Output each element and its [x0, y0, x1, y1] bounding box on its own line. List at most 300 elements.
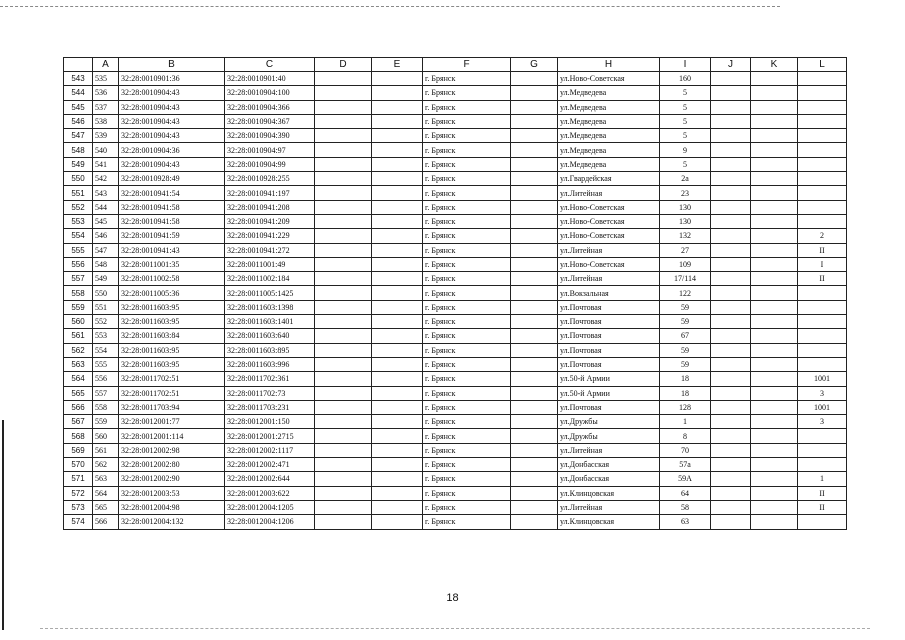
- cell-l[interactable]: [798, 357, 847, 371]
- cell-c[interactable]: 32:28:0011002:184: [225, 272, 315, 286]
- cell-h[interactable]: ул.Почтовая: [558, 343, 660, 357]
- cell-j[interactable]: [711, 357, 751, 371]
- cell-k[interactable]: [751, 86, 798, 100]
- cell-c[interactable]: 32:28:0010904:97: [225, 143, 315, 157]
- cell-i[interactable]: 128: [660, 400, 711, 414]
- cell-d[interactable]: [315, 329, 372, 343]
- cell-h[interactable]: ул.Литейная: [558, 186, 660, 200]
- cell-b[interactable]: 32:28:0010904:43: [119, 86, 225, 100]
- cell-g[interactable]: [511, 86, 558, 100]
- row-number[interactable]: 569: [64, 443, 93, 457]
- cell-b[interactable]: 32:28:0012002:98: [119, 443, 225, 457]
- cell-e[interactable]: [372, 329, 423, 343]
- cell-i[interactable]: 63: [660, 515, 711, 529]
- column-header-k[interactable]: K: [751, 58, 798, 72]
- cell-d[interactable]: [315, 386, 372, 400]
- row-number[interactable]: 570: [64, 458, 93, 472]
- column-header-l[interactable]: L: [798, 58, 847, 72]
- cell-g[interactable]: [511, 157, 558, 171]
- cell-g[interactable]: [511, 243, 558, 257]
- cell-a[interactable]: 547: [93, 243, 119, 257]
- cell-f[interactable]: г. Брянск: [423, 157, 511, 171]
- cell-d[interactable]: [315, 472, 372, 486]
- column-header-g[interactable]: G: [511, 58, 558, 72]
- cell-j[interactable]: [711, 172, 751, 186]
- cell-c[interactable]: 32:28:0011603:895: [225, 343, 315, 357]
- cell-g[interactable]: [511, 372, 558, 386]
- cell-a[interactable]: 560: [93, 429, 119, 443]
- cell-a[interactable]: 559: [93, 415, 119, 429]
- cell-h[interactable]: ул.Дружбы: [558, 429, 660, 443]
- cell-b[interactable]: 32:28:0010904:43: [119, 129, 225, 143]
- cell-a[interactable]: 564: [93, 486, 119, 500]
- cell-k[interactable]: [751, 357, 798, 371]
- cell-j[interactable]: [711, 443, 751, 457]
- cell-b[interactable]: 32:28:0011603:95: [119, 300, 225, 314]
- column-header-b[interactable]: B: [119, 58, 225, 72]
- row-number[interactable]: 550: [64, 172, 93, 186]
- cell-i[interactable]: 9: [660, 143, 711, 157]
- cell-k[interactable]: [751, 100, 798, 114]
- cell-g[interactable]: [511, 100, 558, 114]
- cell-k[interactable]: [751, 114, 798, 128]
- row-number[interactable]: 551: [64, 186, 93, 200]
- cell-j[interactable]: [711, 272, 751, 286]
- cell-f[interactable]: г. Брянск: [423, 243, 511, 257]
- cell-c[interactable]: 32:28:0010941:229: [225, 229, 315, 243]
- cell-d[interactable]: [315, 157, 372, 171]
- cell-h[interactable]: ул.Литейная: [558, 272, 660, 286]
- cell-i[interactable]: 5: [660, 129, 711, 143]
- cell-f[interactable]: г. Брянск: [423, 500, 511, 514]
- cell-i[interactable]: 59: [660, 357, 711, 371]
- cell-g[interactable]: [511, 186, 558, 200]
- cell-l[interactable]: [798, 458, 847, 472]
- cell-e[interactable]: [372, 100, 423, 114]
- cell-l[interactable]: [798, 72, 847, 86]
- cell-h[interactable]: ул.Литейная: [558, 500, 660, 514]
- cell-l[interactable]: II: [798, 272, 847, 286]
- cell-l[interactable]: [798, 515, 847, 529]
- row-number[interactable]: 574: [64, 515, 93, 529]
- cell-k[interactable]: [751, 143, 798, 157]
- cell-i[interactable]: 5: [660, 86, 711, 100]
- column-header-e[interactable]: E: [372, 58, 423, 72]
- cell-d[interactable]: [315, 257, 372, 271]
- cell-h[interactable]: ул.Вокзальная: [558, 286, 660, 300]
- cell-j[interactable]: [711, 329, 751, 343]
- cell-c[interactable]: 32:28:0010941:272: [225, 243, 315, 257]
- cell-l[interactable]: [798, 429, 847, 443]
- cell-d[interactable]: [315, 515, 372, 529]
- cell-a[interactable]: 552: [93, 315, 119, 329]
- cell-j[interactable]: [711, 243, 751, 257]
- cell-i[interactable]: 17/114: [660, 272, 711, 286]
- cell-h[interactable]: ул.Почтовая: [558, 315, 660, 329]
- cell-f[interactable]: г. Брянск: [423, 300, 511, 314]
- cell-i[interactable]: 64: [660, 486, 711, 500]
- cell-j[interactable]: [711, 100, 751, 114]
- cell-i[interactable]: 5: [660, 157, 711, 171]
- cell-k[interactable]: [751, 214, 798, 228]
- cell-h[interactable]: ул.Литейная: [558, 243, 660, 257]
- cell-f[interactable]: г. Брянск: [423, 257, 511, 271]
- cell-a[interactable]: 566: [93, 515, 119, 529]
- cell-c[interactable]: 32:28:0012003:622: [225, 486, 315, 500]
- cell-l[interactable]: [798, 300, 847, 314]
- cell-g[interactable]: [511, 214, 558, 228]
- cell-l[interactable]: [798, 315, 847, 329]
- cell-b[interactable]: 32:28:0011603:95: [119, 343, 225, 357]
- column-header-d[interactable]: D: [315, 58, 372, 72]
- cell-d[interactable]: [315, 114, 372, 128]
- cell-l[interactable]: II: [798, 243, 847, 257]
- cell-d[interactable]: [315, 243, 372, 257]
- cell-b[interactable]: 32:28:0011703:94: [119, 400, 225, 414]
- cell-h[interactable]: ул.Донбасская: [558, 458, 660, 472]
- cell-b[interactable]: 32:28:0010904:36: [119, 143, 225, 157]
- cell-d[interactable]: [315, 500, 372, 514]
- cell-g[interactable]: [511, 229, 558, 243]
- cell-a[interactable]: 543: [93, 186, 119, 200]
- cell-c[interactable]: 32:28:0011603:640: [225, 329, 315, 343]
- cell-g[interactable]: [511, 386, 558, 400]
- cell-a[interactable]: 548: [93, 257, 119, 271]
- cell-j[interactable]: [711, 343, 751, 357]
- cell-c[interactable]: 32:28:0011001:49: [225, 257, 315, 271]
- cell-g[interactable]: [511, 200, 558, 214]
- cell-a[interactable]: 540: [93, 143, 119, 157]
- cell-h[interactable]: ул.Медведева: [558, 157, 660, 171]
- cell-a[interactable]: 565: [93, 500, 119, 514]
- cell-b[interactable]: 32:28:0011002:58: [119, 272, 225, 286]
- cell-c[interactable]: 32:28:0011703:231: [225, 400, 315, 414]
- row-number[interactable]: 555: [64, 243, 93, 257]
- cell-h[interactable]: ул.Почтовая: [558, 400, 660, 414]
- cell-i[interactable]: 130: [660, 214, 711, 228]
- cell-c[interactable]: 32:28:0010941:209: [225, 214, 315, 228]
- cell-j[interactable]: [711, 472, 751, 486]
- row-number[interactable]: 560: [64, 315, 93, 329]
- cell-a[interactable]: 537: [93, 100, 119, 114]
- cell-k[interactable]: [751, 186, 798, 200]
- cell-f[interactable]: г. Брянск: [423, 458, 511, 472]
- cell-c[interactable]: 32:28:0012001:150: [225, 415, 315, 429]
- cell-g[interactable]: [511, 143, 558, 157]
- cell-b[interactable]: 32:28:0010904:43: [119, 100, 225, 114]
- cell-k[interactable]: [751, 486, 798, 500]
- cell-h[interactable]: ул.Медведева: [558, 100, 660, 114]
- cell-b[interactable]: 32:28:0010901:36: [119, 72, 225, 86]
- cell-j[interactable]: [711, 86, 751, 100]
- cell-g[interactable]: [511, 329, 558, 343]
- cell-i[interactable]: 160: [660, 72, 711, 86]
- cell-d[interactable]: [315, 129, 372, 143]
- cell-b[interactable]: 32:28:0011702:51: [119, 372, 225, 386]
- cell-j[interactable]: [711, 72, 751, 86]
- cell-j[interactable]: [711, 214, 751, 228]
- cell-d[interactable]: [315, 200, 372, 214]
- cell-c[interactable]: 32:28:0012001:2715: [225, 429, 315, 443]
- cell-g[interactable]: [511, 286, 558, 300]
- column-header-i[interactable]: I: [660, 58, 711, 72]
- cell-j[interactable]: [711, 372, 751, 386]
- cell-c[interactable]: 32:28:0010941:197: [225, 186, 315, 200]
- cell-k[interactable]: [751, 472, 798, 486]
- cell-h[interactable]: ул.Ново-Советская: [558, 229, 660, 243]
- cell-c[interactable]: 32:28:0012002:471: [225, 458, 315, 472]
- cell-j[interactable]: [711, 286, 751, 300]
- cell-b[interactable]: 32:28:0010904:43: [119, 114, 225, 128]
- cell-i[interactable]: 67: [660, 329, 711, 343]
- cell-e[interactable]: [372, 429, 423, 443]
- cell-i[interactable]: 59: [660, 300, 711, 314]
- cell-i[interactable]: 5: [660, 100, 711, 114]
- cell-l[interactable]: [798, 129, 847, 143]
- cell-c[interactable]: 32:28:0010901:40: [225, 72, 315, 86]
- cell-f[interactable]: г. Брянск: [423, 86, 511, 100]
- cell-e[interactable]: [372, 129, 423, 143]
- cell-l[interactable]: [798, 443, 847, 457]
- cell-k[interactable]: [751, 415, 798, 429]
- cell-b[interactable]: 32:28:0010941:58: [119, 214, 225, 228]
- cell-g[interactable]: [511, 415, 558, 429]
- cell-i[interactable]: 59: [660, 343, 711, 357]
- cell-a[interactable]: 562: [93, 458, 119, 472]
- row-number[interactable]: 554: [64, 229, 93, 243]
- cell-j[interactable]: [711, 429, 751, 443]
- cell-a[interactable]: 546: [93, 229, 119, 243]
- cell-g[interactable]: [511, 357, 558, 371]
- cell-i[interactable]: 130: [660, 200, 711, 214]
- cell-f[interactable]: г. Брянск: [423, 129, 511, 143]
- cell-b[interactable]: 32:28:0011603:95: [119, 357, 225, 371]
- cell-f[interactable]: г. Брянск: [423, 286, 511, 300]
- cell-l[interactable]: I: [798, 257, 847, 271]
- cell-d[interactable]: [315, 286, 372, 300]
- cell-h[interactable]: ул.Почтовая: [558, 357, 660, 371]
- cell-f[interactable]: г. Брянск: [423, 272, 511, 286]
- cell-f[interactable]: г. Брянск: [423, 200, 511, 214]
- cell-c[interactable]: 32:28:0011603:1398: [225, 300, 315, 314]
- cell-k[interactable]: [751, 286, 798, 300]
- cell-g[interactable]: [511, 72, 558, 86]
- cell-l[interactable]: II: [798, 486, 847, 500]
- cell-c[interactable]: 32:28:0010904:367: [225, 114, 315, 128]
- cell-i[interactable]: 2а: [660, 172, 711, 186]
- cell-j[interactable]: [711, 257, 751, 271]
- cell-a[interactable]: 557: [93, 386, 119, 400]
- cell-i[interactable]: 59: [660, 315, 711, 329]
- cell-e[interactable]: [372, 515, 423, 529]
- cell-e[interactable]: [372, 157, 423, 171]
- cell-l[interactable]: 2: [798, 229, 847, 243]
- cell-f[interactable]: г. Брянск: [423, 114, 511, 128]
- cell-l[interactable]: [798, 214, 847, 228]
- cell-b[interactable]: 32:28:0012004:132: [119, 515, 225, 529]
- cell-f[interactable]: г. Брянск: [423, 186, 511, 200]
- cell-a[interactable]: 544: [93, 200, 119, 214]
- cell-k[interactable]: [751, 329, 798, 343]
- row-number[interactable]: 547: [64, 129, 93, 143]
- cell-e[interactable]: [372, 72, 423, 86]
- cell-g[interactable]: [511, 172, 558, 186]
- cell-f[interactable]: г. Брянск: [423, 429, 511, 443]
- cell-c[interactable]: 32:28:0012002:644: [225, 472, 315, 486]
- cell-l[interactable]: [798, 86, 847, 100]
- cell-f[interactable]: г. Брянск: [423, 472, 511, 486]
- cell-e[interactable]: [372, 114, 423, 128]
- cell-a[interactable]: 535: [93, 72, 119, 86]
- cell-e[interactable]: [372, 443, 423, 457]
- cell-a[interactable]: 550: [93, 286, 119, 300]
- cell-i[interactable]: 109: [660, 257, 711, 271]
- cell-e[interactable]: [372, 357, 423, 371]
- cell-f[interactable]: г. Брянск: [423, 214, 511, 228]
- cell-g[interactable]: [511, 515, 558, 529]
- cell-e[interactable]: [372, 343, 423, 357]
- cell-k[interactable]: [751, 72, 798, 86]
- cell-a[interactable]: 542: [93, 172, 119, 186]
- cell-d[interactable]: [315, 300, 372, 314]
- row-number[interactable]: 564: [64, 372, 93, 386]
- cell-j[interactable]: [711, 229, 751, 243]
- cell-i[interactable]: 18: [660, 386, 711, 400]
- cell-h[interactable]: ул.Клинцовская: [558, 515, 660, 529]
- cell-c[interactable]: 32:28:0012004:1206: [225, 515, 315, 529]
- cell-b[interactable]: 32:28:0011702:51: [119, 386, 225, 400]
- cell-d[interactable]: [315, 143, 372, 157]
- cell-h[interactable]: ул.50-й Армии: [558, 386, 660, 400]
- cell-b[interactable]: 32:28:0011001:35: [119, 257, 225, 271]
- cell-e[interactable]: [372, 386, 423, 400]
- cell-g[interactable]: [511, 272, 558, 286]
- cell-b[interactable]: 32:28:0012002:90: [119, 472, 225, 486]
- cell-l[interactable]: [798, 343, 847, 357]
- cell-f[interactable]: г. Брянск: [423, 329, 511, 343]
- cell-f[interactable]: г. Брянск: [423, 415, 511, 429]
- row-number[interactable]: 546: [64, 114, 93, 128]
- cell-a[interactable]: 556: [93, 372, 119, 386]
- cell-k[interactable]: [751, 129, 798, 143]
- cell-g[interactable]: [511, 429, 558, 443]
- cell-e[interactable]: [372, 172, 423, 186]
- cell-d[interactable]: [315, 315, 372, 329]
- cell-g[interactable]: [511, 400, 558, 414]
- cell-h[interactable]: ул.Ново-Советская: [558, 214, 660, 228]
- cell-d[interactable]: [315, 229, 372, 243]
- row-number[interactable]: 561: [64, 329, 93, 343]
- cell-f[interactable]: г. Брянск: [423, 443, 511, 457]
- cell-h[interactable]: ул.Дружбы: [558, 415, 660, 429]
- row-number[interactable]: 558: [64, 286, 93, 300]
- cell-f[interactable]: г. Брянск: [423, 100, 511, 114]
- cell-f[interactable]: г. Брянск: [423, 343, 511, 357]
- cell-h[interactable]: ул.Литейная: [558, 443, 660, 457]
- cell-c[interactable]: 32:28:0011702:361: [225, 372, 315, 386]
- column-header-h[interactable]: H: [558, 58, 660, 72]
- cell-e[interactable]: [372, 472, 423, 486]
- cell-i[interactable]: 59А: [660, 472, 711, 486]
- cell-i[interactable]: 23: [660, 186, 711, 200]
- cell-j[interactable]: [711, 315, 751, 329]
- cell-l[interactable]: [798, 100, 847, 114]
- cell-h[interactable]: ул.Медведева: [558, 143, 660, 157]
- row-number[interactable]: 567: [64, 415, 93, 429]
- row-number[interactable]: 553: [64, 214, 93, 228]
- cell-g[interactable]: [511, 129, 558, 143]
- cell-h[interactable]: ул.Ново-Советская: [558, 72, 660, 86]
- cell-a[interactable]: 549: [93, 272, 119, 286]
- cell-e[interactable]: [372, 200, 423, 214]
- cell-a[interactable]: 538: [93, 114, 119, 128]
- cell-i[interactable]: 122: [660, 286, 711, 300]
- row-number[interactable]: 563: [64, 357, 93, 371]
- cell-b[interactable]: 32:28:0010941:59: [119, 229, 225, 243]
- cell-g[interactable]: [511, 472, 558, 486]
- cell-d[interactable]: [315, 400, 372, 414]
- cell-b[interactable]: 32:28:0010941:43: [119, 243, 225, 257]
- row-number[interactable]: 544: [64, 86, 93, 100]
- cell-d[interactable]: [315, 443, 372, 457]
- cell-h[interactable]: ул.Донбасская: [558, 472, 660, 486]
- cell-c[interactable]: 32:28:0010904:100: [225, 86, 315, 100]
- row-number[interactable]: 552: [64, 200, 93, 214]
- cell-f[interactable]: г. Брянск: [423, 486, 511, 500]
- row-number[interactable]: 565: [64, 386, 93, 400]
- cell-d[interactable]: [315, 429, 372, 443]
- cell-f[interactable]: г. Брянск: [423, 315, 511, 329]
- cell-e[interactable]: [372, 243, 423, 257]
- cell-c[interactable]: 32:28:0010904:99: [225, 157, 315, 171]
- cell-b[interactable]: 32:28:0012003:53: [119, 486, 225, 500]
- cell-l[interactable]: [798, 172, 847, 186]
- cell-j[interactable]: [711, 143, 751, 157]
- row-number[interactable]: 573: [64, 500, 93, 514]
- cell-j[interactable]: [711, 515, 751, 529]
- cell-d[interactable]: [315, 458, 372, 472]
- cell-j[interactable]: [711, 486, 751, 500]
- row-number[interactable]: 568: [64, 429, 93, 443]
- cell-k[interactable]: [751, 372, 798, 386]
- cell-g[interactable]: [511, 343, 558, 357]
- cell-g[interactable]: [511, 300, 558, 314]
- cell-d[interactable]: [315, 343, 372, 357]
- cell-d[interactable]: [315, 415, 372, 429]
- cell-j[interactable]: [711, 458, 751, 472]
- cell-e[interactable]: [372, 400, 423, 414]
- cell-l[interactable]: 3: [798, 415, 847, 429]
- cell-a[interactable]: 563: [93, 472, 119, 486]
- cell-e[interactable]: [372, 229, 423, 243]
- cell-c[interactable]: 32:28:0010904:366: [225, 100, 315, 114]
- row-number[interactable]: 543: [64, 72, 93, 86]
- cell-l[interactable]: [798, 329, 847, 343]
- cell-k[interactable]: [751, 400, 798, 414]
- cell-c[interactable]: 32:28:0012004:1205: [225, 500, 315, 514]
- row-number[interactable]: 562: [64, 343, 93, 357]
- cell-g[interactable]: [511, 114, 558, 128]
- cell-l[interactable]: [798, 186, 847, 200]
- cell-h[interactable]: ул.Гвардейская: [558, 172, 660, 186]
- cell-h[interactable]: ул.Почтовая: [558, 300, 660, 314]
- cell-h[interactable]: ул.50-й Армии: [558, 372, 660, 386]
- cell-i[interactable]: 18: [660, 372, 711, 386]
- cell-b[interactable]: 32:28:0012004:98: [119, 500, 225, 514]
- cell-c[interactable]: 32:28:0010941:208: [225, 200, 315, 214]
- cell-i[interactable]: 70: [660, 443, 711, 457]
- cell-c[interactable]: 32:28:0010928:255: [225, 172, 315, 186]
